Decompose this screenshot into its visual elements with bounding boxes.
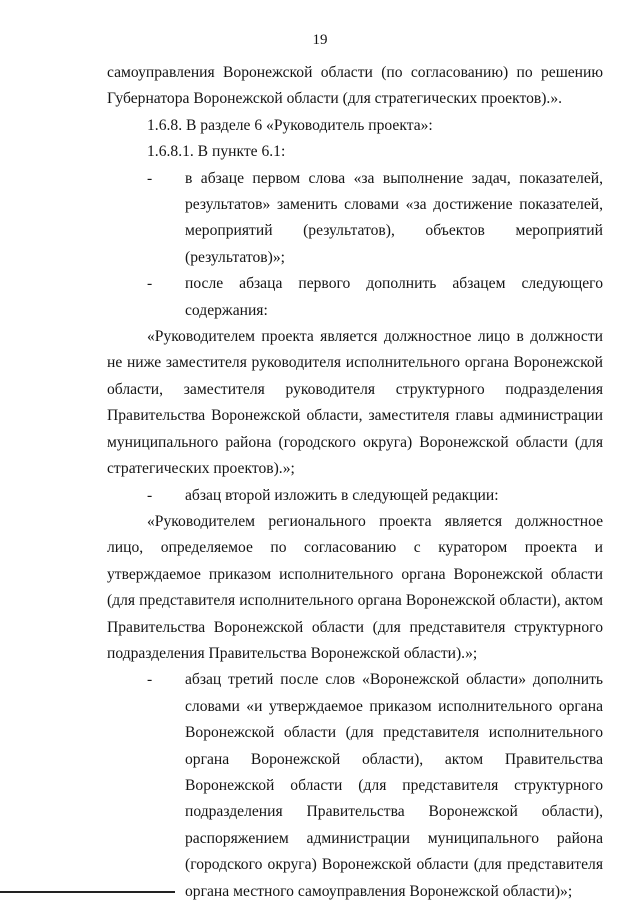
page-number: 19: [312, 32, 328, 48]
list-item-text: абзац третий после слов «Воронежской области» дополнить словами «и утверждаемое приказом исполнительного органа Воронежской области (для представителя исполнительного органа Воронежской области), актом Правительства Воронежской области (для представителя структурного подразделения Правительства Воронежской области), распоряжением администрации муниципального района (городского округа) Воронежской области (для представителя органа местного самоуправления Воронежской области)»;: [185, 671, 603, 900]
list-item-text: абзац второй изложить в следующей редакции:: [185, 486, 499, 504]
dash-marker: -: [147, 275, 153, 293]
footer-rule: [0, 891, 175, 893]
paragraph-section-6: 1.6.8. В разделе 6 «Руководитель проекта»:: [147, 116, 433, 134]
dash-marker: -: [147, 486, 153, 504]
paragraph-item-6-1: 1.6.8.1. В пункте 6.1:: [147, 143, 286, 161]
list-item: [107, 483, 603, 509]
paragraph-continuation: самоуправления Воронежской области (по согласованию) по решению Губернатора Воронежской области (для стратегических проектов).».: [107, 64, 603, 108]
quoted-paragraph: «Руководителем проекта является должностное лицо в должности не ниже заместителя руководителя исполнительного органа Воронежской области, заместителя руководителя структурного подразделения Правительства Воронежской области, заместителя главы администрации муниципального района (городского округа) Воронежской области (для стратегических проектов).»;: [107, 328, 603, 478]
list-item: [107, 166, 603, 272]
quoted-paragraph: «Руководителем регионального проекта является должностное лицо, определяемое по согласованию с куратором проекта и утверждаемое приказом исполнительного органа Воронежской области (для представителя исполнительного органа Воронежской области), актом Правительства Воронежской области (для представителя структурного подразделения Правительства Воронежской области).»;: [107, 512, 603, 662]
dash-marker: -: [147, 169, 153, 187]
list-item-text: после абзаца первого дополнить абзацем следующего содержания:: [185, 275, 603, 319]
list-item: [107, 667, 603, 905]
list-item: [107, 271, 603, 324]
dash-marker: -: [147, 671, 153, 689]
list-item-text: в абзаце первом слова «за выполнение задач, показателей, результатов» заменить словами «за достижение показателей, мероприятий (результатов), объектов мероприятий (результатов)»;: [185, 169, 603, 266]
document-body: [107, 60, 603, 905]
